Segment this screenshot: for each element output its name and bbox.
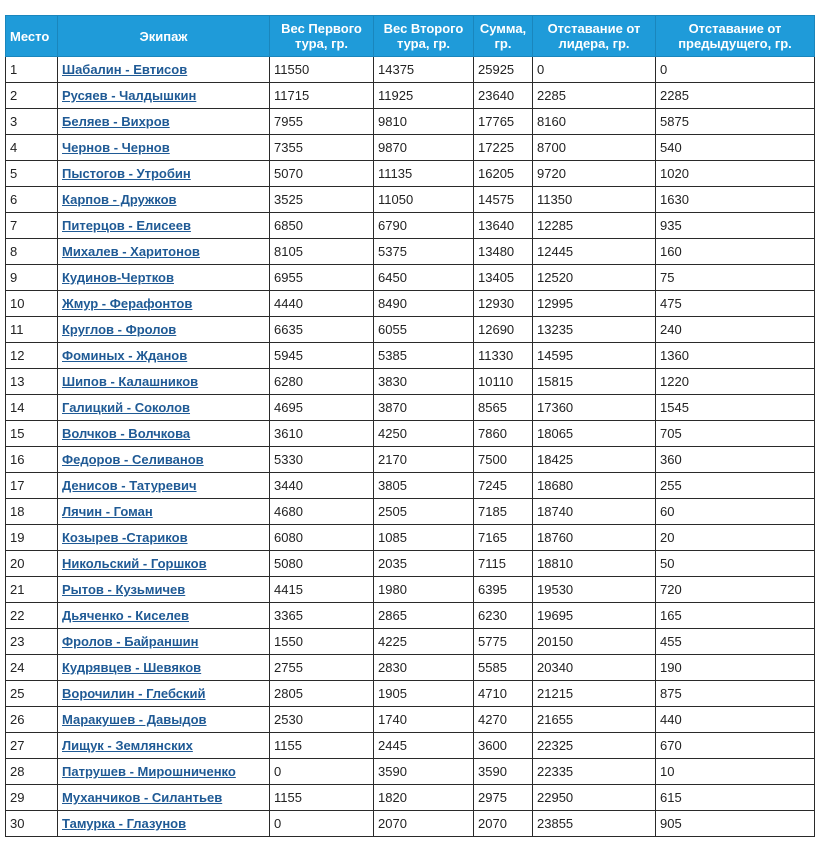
crew-cell	[58, 291, 270, 317]
crew-cell	[58, 473, 270, 499]
weight-second-cell: 2865	[374, 603, 474, 629]
table-row	[6, 187, 815, 213]
sum-cell: 25925	[474, 57, 533, 83]
table-row	[6, 655, 815, 681]
gap-previous-cell: 875	[656, 681, 815, 707]
place-cell: 10	[6, 291, 58, 317]
header-gap-from-previous: Отставание от предыдущего, гр.	[656, 16, 815, 57]
weight-second-cell: 6055	[374, 317, 474, 343]
crew-cell	[58, 655, 270, 681]
crew-link[interactable]: Чернов - Чернов	[62, 140, 170, 155]
header-place: Место	[6, 16, 58, 57]
gap-leader-cell: 18740	[533, 499, 656, 525]
gap-previous-cell: 160	[656, 239, 815, 265]
place-cell: 8	[6, 239, 58, 265]
gap-leader-cell: 8160	[533, 109, 656, 135]
weight-second-cell: 6450	[374, 265, 474, 291]
sum-cell: 4270	[474, 707, 533, 733]
weight-first-cell: 8105	[270, 239, 374, 265]
weight-first-cell: 6850	[270, 213, 374, 239]
crew-cell	[58, 317, 270, 343]
gap-leader-cell: 11350	[533, 187, 656, 213]
gap-previous-cell: 1220	[656, 369, 815, 395]
table-row	[6, 317, 815, 343]
sum-cell: 6395	[474, 577, 533, 603]
gap-previous-cell: 10	[656, 759, 815, 785]
gap-previous-cell: 165	[656, 603, 815, 629]
crew-link[interactable]: Лищук - Землянских	[62, 738, 193, 753]
header-weight-first-round: Вес Первого тура, гр.	[270, 16, 374, 57]
gap-leader-cell: 22950	[533, 785, 656, 811]
table-row	[6, 57, 815, 83]
header-crew: Экипаж	[58, 16, 270, 57]
weight-first-cell: 5945	[270, 343, 374, 369]
weight-second-cell: 1820	[374, 785, 474, 811]
crew-cell	[58, 577, 270, 603]
crew-link[interactable]: Никольский - Горшков	[62, 556, 207, 571]
table-row	[6, 707, 815, 733]
crew-link[interactable]: Денисов - Татуревич	[62, 478, 197, 493]
sum-cell: 5775	[474, 629, 533, 655]
crew-link[interactable]: Тамурка - Глазунов	[62, 816, 187, 831]
place-cell: 6	[6, 187, 58, 213]
sum-cell: 16205	[474, 161, 533, 187]
place-cell: 15	[6, 421, 58, 447]
sum-cell: 7860	[474, 421, 533, 447]
crew-cell	[58, 603, 270, 629]
gap-previous-cell: 440	[656, 707, 815, 733]
gap-leader-cell: 18065	[533, 421, 656, 447]
gap-previous-cell: 1360	[656, 343, 815, 369]
sum-cell: 5585	[474, 655, 533, 681]
crew-link[interactable]: Галицкий - Соколов	[62, 400, 191, 415]
crew-cell	[58, 421, 270, 447]
weight-first-cell: 6955	[270, 265, 374, 291]
table-row	[6, 785, 815, 811]
weight-first-cell: 7955	[270, 109, 374, 135]
header-weight-second-round: Вес Второго тура, гр.	[374, 16, 474, 57]
gap-previous-cell: 5875	[656, 109, 815, 135]
weight-first-cell: 1155	[270, 785, 374, 811]
gap-previous-cell: 1630	[656, 187, 815, 213]
gap-leader-cell: 14595	[533, 343, 656, 369]
gap-previous-cell: 905	[656, 811, 815, 837]
crew-cell	[58, 369, 270, 395]
weight-first-cell: 3610	[270, 421, 374, 447]
place-cell: 12	[6, 343, 58, 369]
weight-first-cell: 5330	[270, 447, 374, 473]
table-row	[6, 551, 815, 577]
weight-first-cell: 4415	[270, 577, 374, 603]
table-row	[6, 135, 815, 161]
gap-previous-cell: 75	[656, 265, 815, 291]
crew-link[interactable]: Фролов - Байраншин	[62, 634, 199, 649]
gap-previous-cell: 20	[656, 525, 815, 551]
table-row	[6, 629, 815, 655]
place-cell: 17	[6, 473, 58, 499]
gap-previous-cell: 1020	[656, 161, 815, 187]
crew-cell	[58, 83, 270, 109]
crew-cell	[58, 213, 270, 239]
crew-link[interactable]: Муханчиков - Силантьев	[62, 790, 223, 805]
results-table-container	[5, 15, 815, 837]
gap-previous-cell: 50	[656, 551, 815, 577]
crew-link[interactable]: Русяев - Чалдышкин	[62, 88, 197, 103]
table-row	[6, 395, 815, 421]
weight-second-cell: 11135	[374, 161, 474, 187]
place-cell: 5	[6, 161, 58, 187]
crew-link[interactable]: Кудинов-Чертков	[62, 270, 174, 285]
crew-cell	[58, 551, 270, 577]
gap-previous-cell: 540	[656, 135, 815, 161]
place-cell: 13	[6, 369, 58, 395]
gap-leader-cell: 20150	[533, 629, 656, 655]
weight-second-cell: 1980	[374, 577, 474, 603]
sum-cell: 3590	[474, 759, 533, 785]
crew-link[interactable]: Пыстогов - Утробин	[62, 166, 191, 181]
table-row	[6, 213, 815, 239]
gap-leader-cell: 18425	[533, 447, 656, 473]
crew-cell	[58, 265, 270, 291]
table-body	[6, 57, 815, 837]
place-cell: 16	[6, 447, 58, 473]
sum-cell: 2070	[474, 811, 533, 837]
place-cell: 25	[6, 681, 58, 707]
weight-first-cell: 7355	[270, 135, 374, 161]
gap-leader-cell: 22325	[533, 733, 656, 759]
crew-link[interactable]: Рытов - Кузьмичев	[62, 582, 186, 597]
weight-second-cell: 5375	[374, 239, 474, 265]
table-row	[6, 343, 815, 369]
weight-first-cell: 5070	[270, 161, 374, 187]
crew-link[interactable]: Круглов - Фролов	[62, 322, 177, 337]
sum-cell: 4710	[474, 681, 533, 707]
weight-second-cell: 3830	[374, 369, 474, 395]
place-cell: 24	[6, 655, 58, 681]
gap-leader-cell: 21215	[533, 681, 656, 707]
table-row	[6, 369, 815, 395]
sum-cell: 7500	[474, 447, 533, 473]
crew-cell	[58, 525, 270, 551]
place-cell: 21	[6, 577, 58, 603]
crew-cell	[58, 239, 270, 265]
gap-leader-cell: 8700	[533, 135, 656, 161]
header-gap-from-leader: Отставание от лидера, гр.	[533, 16, 656, 57]
table-row	[6, 733, 815, 759]
gap-previous-cell: 615	[656, 785, 815, 811]
weight-first-cell: 4440	[270, 291, 374, 317]
weight-first-cell: 6080	[270, 525, 374, 551]
weight-second-cell: 1085	[374, 525, 474, 551]
crew-link[interactable]: Лячин - Гоман	[62, 504, 153, 519]
place-cell: 7	[6, 213, 58, 239]
gap-leader-cell: 23855	[533, 811, 656, 837]
sum-cell: 13405	[474, 265, 533, 291]
weight-second-cell: 11925	[374, 83, 474, 109]
weight-second-cell: 2170	[374, 447, 474, 473]
gap-leader-cell: 2285	[533, 83, 656, 109]
crew-link[interactable]: Козырев -Стариков	[62, 530, 188, 545]
weight-first-cell: 3525	[270, 187, 374, 213]
crew-cell	[58, 733, 270, 759]
gap-leader-cell: 0	[533, 57, 656, 83]
crew-cell	[58, 811, 270, 837]
crew-cell	[58, 499, 270, 525]
weight-second-cell: 1740	[374, 707, 474, 733]
crew-cell	[58, 161, 270, 187]
gap-leader-cell: 18680	[533, 473, 656, 499]
gap-previous-cell: 720	[656, 577, 815, 603]
weight-second-cell: 2445	[374, 733, 474, 759]
crew-cell	[58, 759, 270, 785]
crew-cell	[58, 395, 270, 421]
sum-cell: 11330	[474, 343, 533, 369]
crew-link[interactable]: Маракушев - Давыдов	[62, 712, 207, 727]
place-cell: 26	[6, 707, 58, 733]
gap-leader-cell: 9720	[533, 161, 656, 187]
sum-cell: 13640	[474, 213, 533, 239]
gap-leader-cell: 13235	[533, 317, 656, 343]
weight-first-cell: 11550	[270, 57, 374, 83]
sum-cell: 17225	[474, 135, 533, 161]
crew-link[interactable]: Шабалин - Евтисов	[62, 62, 188, 77]
weight-first-cell: 11715	[270, 83, 374, 109]
gap-previous-cell: 60	[656, 499, 815, 525]
weight-second-cell: 5385	[374, 343, 474, 369]
table-row	[6, 525, 815, 551]
table-row	[6, 421, 815, 447]
weight-second-cell: 2035	[374, 551, 474, 577]
sum-cell: 7115	[474, 551, 533, 577]
sum-cell: 7245	[474, 473, 533, 499]
header-row	[6, 16, 815, 57]
place-cell: 4	[6, 135, 58, 161]
header-sum: Сумма, гр.	[474, 16, 533, 57]
weight-second-cell: 11050	[374, 187, 474, 213]
gap-leader-cell: 19695	[533, 603, 656, 629]
gap-leader-cell: 12995	[533, 291, 656, 317]
crew-cell	[58, 681, 270, 707]
gap-leader-cell: 15815	[533, 369, 656, 395]
crew-cell	[58, 343, 270, 369]
crew-link[interactable]: Шипов - Калашников	[62, 374, 199, 389]
gap-leader-cell: 12520	[533, 265, 656, 291]
gap-previous-cell: 360	[656, 447, 815, 473]
table-row	[6, 291, 815, 317]
crew-cell	[58, 707, 270, 733]
sum-cell: 7165	[474, 525, 533, 551]
weight-first-cell: 2530	[270, 707, 374, 733]
place-cell: 20	[6, 551, 58, 577]
crew-link[interactable]: Питерцов - Елисеев	[62, 218, 191, 233]
weight-first-cell: 3365	[270, 603, 374, 629]
gap-leader-cell: 12445	[533, 239, 656, 265]
gap-previous-cell: 2285	[656, 83, 815, 109]
gap-leader-cell: 22335	[533, 759, 656, 785]
table-row	[6, 83, 815, 109]
place-cell: 14	[6, 395, 58, 421]
place-cell: 3	[6, 109, 58, 135]
weight-second-cell: 1905	[374, 681, 474, 707]
sum-cell: 6230	[474, 603, 533, 629]
place-cell: 9	[6, 265, 58, 291]
sum-cell: 14575	[474, 187, 533, 213]
sum-cell: 13480	[474, 239, 533, 265]
weight-second-cell: 2505	[374, 499, 474, 525]
weight-second-cell: 2830	[374, 655, 474, 681]
weight-first-cell: 5080	[270, 551, 374, 577]
weight-first-cell: 2805	[270, 681, 374, 707]
place-cell: 22	[6, 603, 58, 629]
weight-second-cell: 4250	[374, 421, 474, 447]
gap-previous-cell: 240	[656, 317, 815, 343]
gap-leader-cell: 17360	[533, 395, 656, 421]
table-header	[6, 16, 815, 57]
crew-link[interactable]: Дьяченко - Киселев	[62, 608, 189, 623]
place-cell: 18	[6, 499, 58, 525]
weight-second-cell: 14375	[374, 57, 474, 83]
table-row	[6, 265, 815, 291]
crew-link[interactable]: Карпов - Дружков	[62, 192, 177, 207]
weight-second-cell: 3590	[374, 759, 474, 785]
weight-second-cell: 2070	[374, 811, 474, 837]
results-table	[5, 15, 815, 837]
crew-link[interactable]: Волчков - Волчкова	[62, 426, 191, 441]
place-cell: 19	[6, 525, 58, 551]
weight-second-cell: 4225	[374, 629, 474, 655]
table-row	[6, 473, 815, 499]
crew-cell	[58, 187, 270, 213]
table-row	[6, 577, 815, 603]
sum-cell: 10110	[474, 369, 533, 395]
weight-second-cell: 8490	[374, 291, 474, 317]
place-cell: 2	[6, 83, 58, 109]
weight-second-cell: 3870	[374, 395, 474, 421]
crew-link[interactable]: Кудрявцев - Шевяков	[62, 660, 202, 675]
gap-previous-cell: 935	[656, 213, 815, 239]
sum-cell: 23640	[474, 83, 533, 109]
gap-previous-cell: 705	[656, 421, 815, 447]
gap-previous-cell: 1545	[656, 395, 815, 421]
weight-first-cell: 3440	[270, 473, 374, 499]
place-cell: 30	[6, 811, 58, 837]
crew-link[interactable]: Ворочилин - Глебский	[62, 686, 206, 701]
crew-link[interactable]: Федоров - Селиванов	[62, 452, 204, 467]
weight-first-cell: 1550	[270, 629, 374, 655]
place-cell: 11	[6, 317, 58, 343]
weight-first-cell: 0	[270, 759, 374, 785]
crew-cell	[58, 785, 270, 811]
gap-leader-cell: 20340	[533, 655, 656, 681]
table-row	[6, 499, 815, 525]
crew-link[interactable]: Фоминых - Жданов	[62, 348, 188, 363]
sum-cell: 2975	[474, 785, 533, 811]
crew-cell	[58, 57, 270, 83]
table-row	[6, 239, 815, 265]
crew-cell	[58, 135, 270, 161]
gap-leader-cell: 19530	[533, 577, 656, 603]
crew-link[interactable]: Патрушев - Мирошниченко	[62, 764, 236, 779]
weight-first-cell: 6635	[270, 317, 374, 343]
place-cell: 28	[6, 759, 58, 785]
table-row	[6, 447, 815, 473]
weight-first-cell: 4680	[270, 499, 374, 525]
crew-cell	[58, 629, 270, 655]
place-cell: 29	[6, 785, 58, 811]
weight-second-cell: 9870	[374, 135, 474, 161]
gap-previous-cell: 455	[656, 629, 815, 655]
weight-second-cell: 6790	[374, 213, 474, 239]
table-row	[6, 161, 815, 187]
weight-first-cell: 1155	[270, 733, 374, 759]
gap-previous-cell: 0	[656, 57, 815, 83]
gap-previous-cell: 670	[656, 733, 815, 759]
gap-leader-cell: 12285	[533, 213, 656, 239]
sum-cell: 8565	[474, 395, 533, 421]
sum-cell: 17765	[474, 109, 533, 135]
weight-first-cell: 2755	[270, 655, 374, 681]
table-row	[6, 109, 815, 135]
crew-cell	[58, 447, 270, 473]
crew-link[interactable]: Михалев - Харитонов	[62, 244, 200, 259]
weight-second-cell: 3805	[374, 473, 474, 499]
sum-cell: 7185	[474, 499, 533, 525]
place-cell: 23	[6, 629, 58, 655]
gap-previous-cell: 255	[656, 473, 815, 499]
gap-leader-cell: 21655	[533, 707, 656, 733]
table-row	[6, 811, 815, 837]
weight-first-cell: 4695	[270, 395, 374, 421]
table-row	[6, 603, 815, 629]
table-row	[6, 681, 815, 707]
table-row	[6, 759, 815, 785]
weight-second-cell: 9810	[374, 109, 474, 135]
weight-first-cell: 6280	[270, 369, 374, 395]
weight-first-cell: 0	[270, 811, 374, 837]
sum-cell: 12930	[474, 291, 533, 317]
crew-link[interactable]: Жмур - Ферафонтов	[62, 296, 193, 311]
place-cell: 1	[6, 57, 58, 83]
crew-cell	[58, 109, 270, 135]
gap-leader-cell: 18760	[533, 525, 656, 551]
sum-cell: 12690	[474, 317, 533, 343]
place-cell: 27	[6, 733, 58, 759]
gap-previous-cell: 475	[656, 291, 815, 317]
sum-cell: 3600	[474, 733, 533, 759]
crew-link[interactable]: Беляев - Вихров	[62, 114, 170, 129]
gap-previous-cell: 190	[656, 655, 815, 681]
gap-leader-cell: 18810	[533, 551, 656, 577]
